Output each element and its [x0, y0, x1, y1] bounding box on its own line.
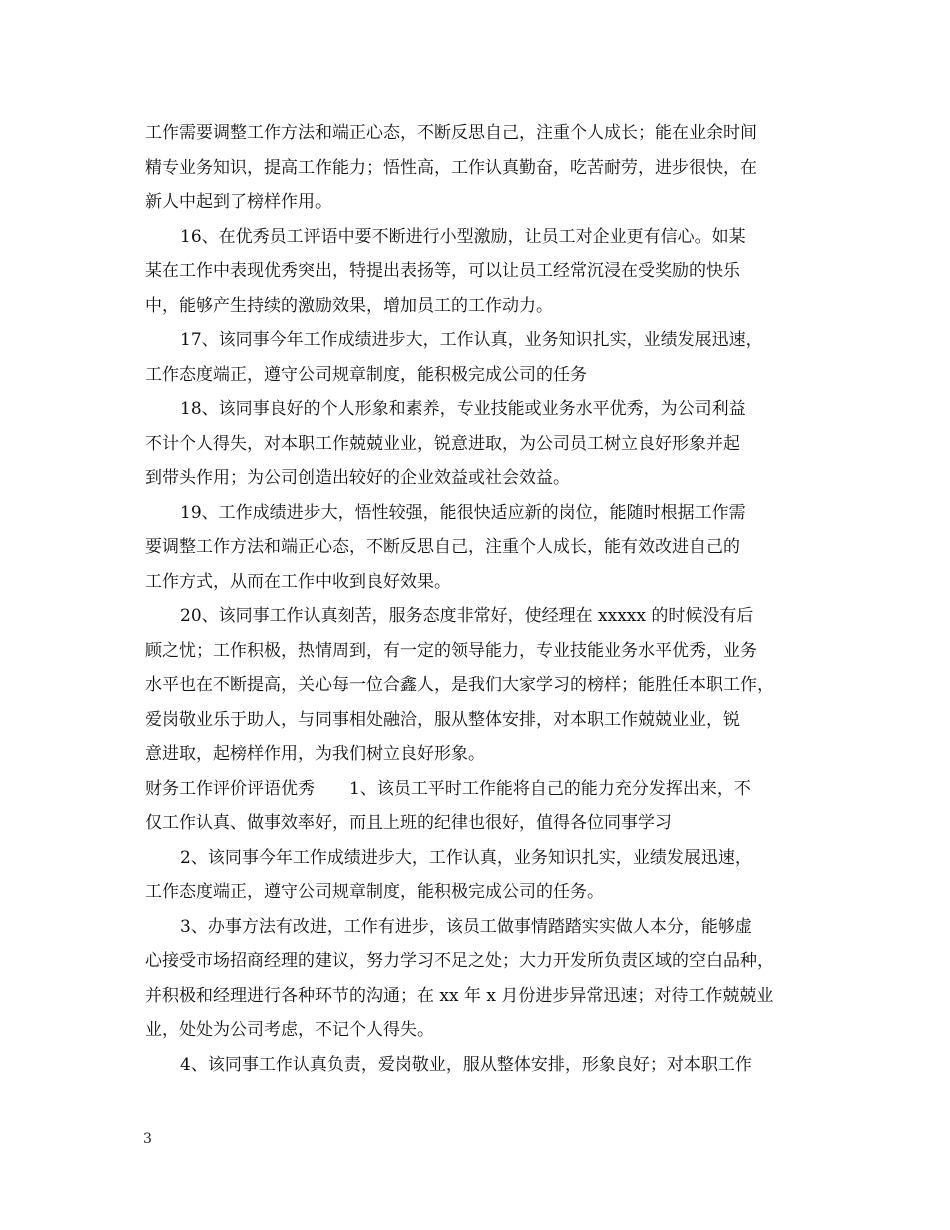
section-title: 财务工作评价评语优秀	[145, 778, 315, 799]
text-line: 某在工作中表现优秀突出，特提出表扬等，可以让员工经常沉浸在受奖励的快乐	[145, 261, 740, 281]
section-item-2-line: 2、该同事今年工作成绩进步大，工作认真，业务知识扎实，业绩发展迅速，	[180, 847, 752, 868]
text-line: 要调整工作方法和端正心态，不断反思自己，注重个人成长，能有效改进自己的	[145, 537, 740, 557]
text-line: 心接受市场招商经理的建议，努力学习不足之处；大力开发所负责区域的空白品种，	[145, 951, 774, 971]
section-item-1-start: 1、该员工平时工作能将自己的能力充分发挥出来，不	[349, 778, 751, 799]
text-line: 水平也在不断提高，关心每一位合鑫人，是我们大家学习的榜样；能胜任本职工作，	[145, 675, 774, 695]
section-item-3-line: 3、办事方法有改进，工作有进步，该员工做事情踏踏实实做人本分，能够虚	[180, 916, 752, 937]
paragraph-19-line: 19、工作成绩进步大，悟性较强，能很快适应新的岗位，能随时根据工作需	[180, 502, 746, 523]
text-line: 顾之忧；工作积极，热情周到，有一定的领导能力，专业技能业务水平优秀，业务	[145, 640, 757, 661]
text-line: 工作态度端正，遵守公司规章制度，能积极完成公司的任务	[145, 364, 587, 385]
text-line: 并积极和经理进行各种环节的沟通；在 xx 年 x 月份进步异常迅速；对待工作兢兢业	[145, 985, 774, 1006]
paragraph-18-line: 18、该同事良好的个人形象和素养，专业技能或业务水平优秀，为公司利益	[180, 399, 746, 419]
text-line: 精专业务知识，提高工作能力；悟性高，工作认真勤奋，吃苦耐劳，进步很快，在	[145, 157, 757, 178]
paragraph-16-line: 16、在优秀员工评语中要不断进行小型激励，让员工对企业更有信心。如某	[180, 226, 746, 247]
text-line: 新人中起到了榜样作用。	[145, 192, 332, 212]
text-line: 中，能够产生持续的激励效果，增加员工的工作动力。	[145, 295, 553, 316]
document-body	[145, 116, 810, 1082]
section-heading-line	[145, 772, 810, 807]
paragraph-20-line: 20、该同事工作认真刻苦，服务态度非常好，使经理在 xxxxx 的时候没有后	[180, 606, 754, 626]
page-number: 3	[143, 1131, 152, 1147]
paragraph-17-line: 17、该同事今年工作成绩进步大，工作认真，业务知识扎实，业绩发展迅速，	[180, 330, 763, 350]
text-line: 业，处处为公司考虑，不记个人得失。	[145, 1020, 434, 1040]
text-line: 仅工作认真、做事效率好，而且上班的纪律也很好，值得各位同事学习	[145, 813, 672, 833]
text-line: 爱岗敬业乐于助人，与同事相处融洽，服从整体安排，对本职工作兢兢业业，锐	[145, 709, 740, 730]
text-line: 到带头作用；为公司创造出较好的企业效益或社会效益。	[145, 468, 570, 488]
text-line: 工作方式，从而在工作中收到良好效果。	[145, 571, 451, 592]
text-line: 工作需要调整工作方法和端正心态，不断反思自己，注重个人成长；能在业余时间	[145, 123, 757, 143]
text-line: 意进取，起榜样作用，为我们树立良好形象。	[145, 744, 485, 764]
text-line: 工作态度端正，遵守公司规章制度，能积极完成公司的任务。	[145, 882, 604, 902]
text-line: 不计个人得失，对本职工作兢兢业业，锐意进取，为公司员工树立良好形象并起	[145, 433, 740, 454]
section-item-4-line: 4、该同事工作认真负责，爱岗敬业，服从整体安排，形象良好；对本职工作	[180, 1054, 752, 1075]
